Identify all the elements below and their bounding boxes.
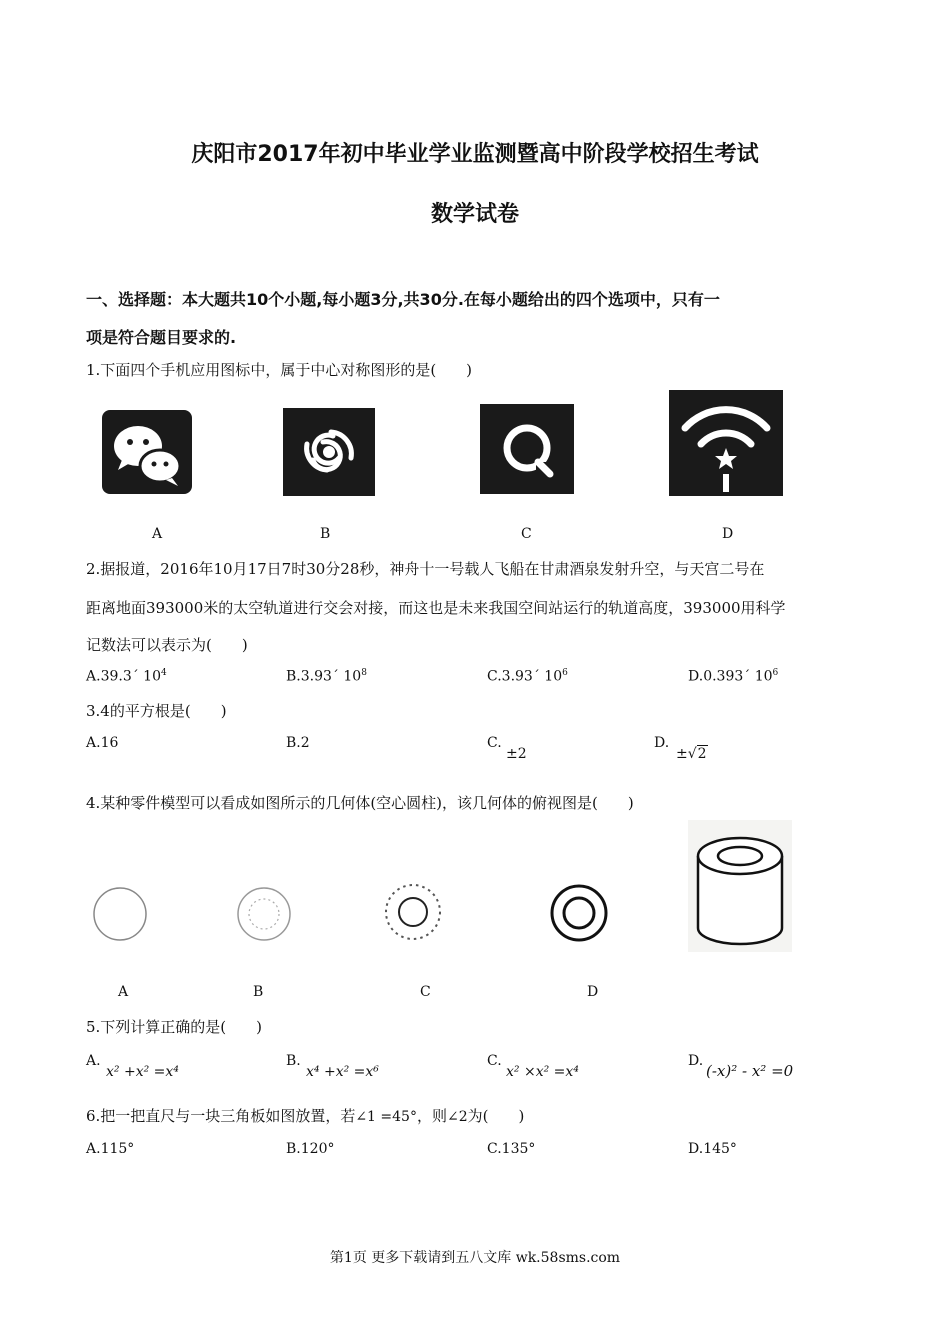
q3-option-c-letter: C. [487,735,502,751]
option-letter: B. [286,735,301,751]
q5-option-b-letter: B. [286,1053,301,1069]
wifi-icon [667,388,785,498]
exam-title: 庆阳市2017年初中毕业学业监测暨高中阶段学校招生考试 [191,142,759,167]
option-exponent: 6 [772,668,779,678]
q3-option-d-value [676,746,708,762]
q6-angle-2: ∠2 [446,1109,468,1125]
question-5: 5.下列计算正确的是( ) [86,1018,263,1036]
q5-option-b-expr: x⁴ +x² =x⁶ [306,1064,379,1080]
top-view-a-icon [88,884,152,944]
swirl-icon [281,406,377,498]
section-heading-cont: 项是符合题目要求的. [86,328,237,347]
option-letter: D. [688,1141,704,1157]
option-base: 39.3´ 10 [100,668,161,685]
section-heading: 一、选择题：本大题共10个小题,每小题3分,共30分.在每小题给出的四个选项中，只有一 [86,290,720,309]
paper-subtitle: 数学试卷 [430,202,519,227]
option-letter: A. [86,668,101,685]
q6-option-c [487,1141,535,1157]
q6-text-prefix: 6.把一把直尺与一块三角板如图放置，若 [86,1107,356,1125]
q6-option-a [86,1141,134,1157]
q2-option-c [487,668,568,685]
page-footer: 第1页 更多下载请到五八文库 wk.58sms.com [329,1250,621,1266]
q6-angle-1: ∠1 =45° [355,1109,417,1125]
q2-option-d [688,668,778,685]
q5-option-c-letter: C. [487,1053,502,1069]
q6-option-d [688,1141,737,1157]
option-value: 145° [703,1141,737,1157]
q5-option-d-letter: D. [688,1053,704,1069]
wechat-icon [100,408,194,496]
option-letter: C. [487,668,502,685]
option-exponent: 8 [361,668,367,678]
q6-text-suffix: 为( ) [467,1107,525,1125]
option-base: 3.93´ 10 [300,668,362,685]
q5-option-d-expr: (-x)² - x² =0 [706,1062,794,1080]
option-label-b: B [320,526,331,542]
option-value: 2 [300,735,310,751]
q2-option-b [286,668,367,685]
sqrt-icon: √ [687,746,697,762]
question-2-cont2: 记数法可以表示为( ) [86,636,248,654]
option-letter: D. [688,668,704,685]
option-exponent: 4 [161,668,167,678]
top-view-c-icon [380,880,446,944]
option-letter: A. [86,1141,101,1157]
option-label-d: D [587,984,599,1000]
radicand: 2 [697,746,707,762]
q3-option-c-value: ±2 [506,746,527,762]
option-label-a: A [152,526,163,542]
q5-option-a-expr: x² +x² =x⁴ [106,1064,179,1080]
option-label-c: C [420,984,431,1000]
option-base: 3.93´ 10 [501,668,563,685]
hollow-cylinder-figure [688,820,792,952]
question-1: 1.下面四个手机应用图标中，属于中心对称图形的是( ) [86,361,473,379]
q6-text-mid: ，则 [416,1107,447,1125]
q3-option-b [286,735,310,751]
top-view-d-icon [546,880,612,946]
option-label-d: D [722,526,734,542]
plus-minus: ± [676,746,688,762]
q5-option-c-expr: x² ×x² =x⁴ [506,1064,579,1080]
option-letter: A. [86,735,101,751]
question-6 [86,1105,524,1126]
option-exponent: 6 [562,668,568,678]
option-label-b: B [253,984,264,1000]
q-icon [478,402,576,496]
top-view-b-icon [232,884,296,944]
q3-option-d-letter: D. [654,735,670,751]
option-value: 135° [501,1141,536,1157]
option-label-c: C [521,526,532,542]
option-value: 115° [100,1141,135,1157]
question-4: 4.某种零件模型可以看成如图所示的几何体(空心圆柱)，该几何体的俯视图是( ) [86,794,634,812]
option-letter: B. [286,1141,301,1157]
question-3: 3.4的平方根是( ) [86,702,227,720]
option-letter: B. [286,668,301,685]
q6-option-b [286,1141,334,1157]
q5-option-a-letter: A. [86,1053,101,1069]
option-value: 120° [300,1141,335,1157]
question-2: 2.据报道，2016年10月17日7时30分28秒，神舟十一号载人飞船在甘肃酒泉发射升空，与天宫二号在 [86,560,765,578]
option-base: 0.393´ 10 [703,668,773,685]
option-letter: C. [487,1141,502,1157]
question-2-cont: 距离地面393000米的太空轨道进行交会对接，而这也是未来我国空间站运行的轨道高度，393000用科学 [86,599,786,617]
q3-option-a [86,735,118,751]
option-label-a: A [118,984,129,1000]
option-value: 16 [100,735,119,751]
q2-option-a [86,668,167,685]
